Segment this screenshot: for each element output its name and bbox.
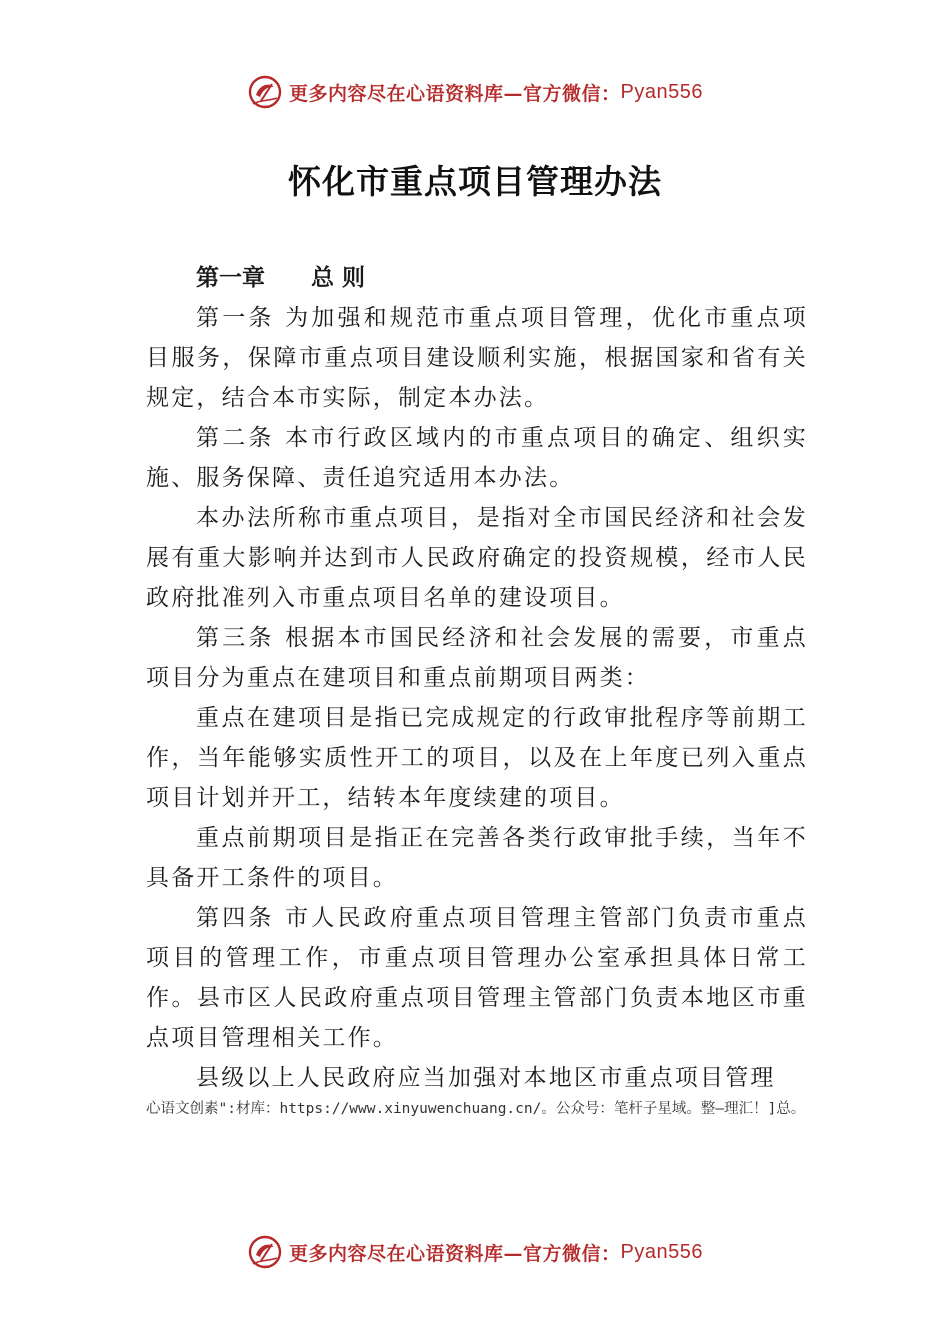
paragraph: 县级以上人民政府应当加强对本地区市重点项目管理 — [196, 1065, 776, 1091]
paragraph: 第四条 市人民政府重点项目管理主管部门负责市重点项目的管理工作，市重点项目管理办公室承担具体日常工作。县市区人民政府重点项目管理主管部门负责本地区市重点项目管理相关工作。 — [146, 905, 808, 1051]
chapter-heading: 第一章 总 则 — [196, 265, 366, 291]
brand-logo-icon — [247, 1234, 283, 1270]
banner-wechat-id: Pyan556 — [620, 1240, 703, 1263]
footer-banner — [0, 1232, 950, 1272]
paragraph: 第三条 根据本市国民经济和社会发展的需要，市重点项目分为重点在建项目和重点前期项目两类： — [146, 625, 808, 691]
brand-logo-icon — [247, 74, 283, 110]
source-footnote: 心语文创素":材库：https://www.xinyuwenchuang.cn/。公众号：笔杆子星域。整—理汇！]总。 — [146, 1101, 806, 1117]
banner-text: 更多内容尽在心语资料库—官方微信： — [289, 82, 621, 105]
paragraph: 第一条 为加强和规范市重点项目管理，优化市重点项目服务，保障市重点项目建设顺利实施，根据国家和省有关规定，结合本市实际，制定本办法。 — [146, 305, 808, 411]
paragraph: 第二条 本市行政区域内的市重点项目的确定、组织实施、服务保障、责任追究适用本办法。 — [146, 425, 808, 491]
banner-text: 更多内容尽在心语资料库—官方微信： — [289, 1242, 621, 1265]
document-title: 怀化市重点项目管理办法 — [288, 162, 662, 201]
paragraph: 重点前期项目是指正在完善各类行政审批手续，当年不具备开工条件的项目。 — [146, 825, 808, 891]
paragraph: 本办法所称市重点项目，是指对全市国民经济和社会发展有重大影响并达到市人民政府确定的投资规模，经市人民政府批准列入市重点项目名单的建设项目。 — [146, 505, 808, 611]
document-body — [146, 258, 808, 1098]
banner-wechat-id: Pyan556 — [620, 80, 703, 103]
paragraph: 重点在建项目是指已完成规定的行政审批程序等前期工作，当年能够实质性开工的项目，以及在上年度已列入重点项目计划并开工，结转本年度续建的项目。 — [146, 705, 808, 811]
header-banner — [0, 72, 950, 112]
